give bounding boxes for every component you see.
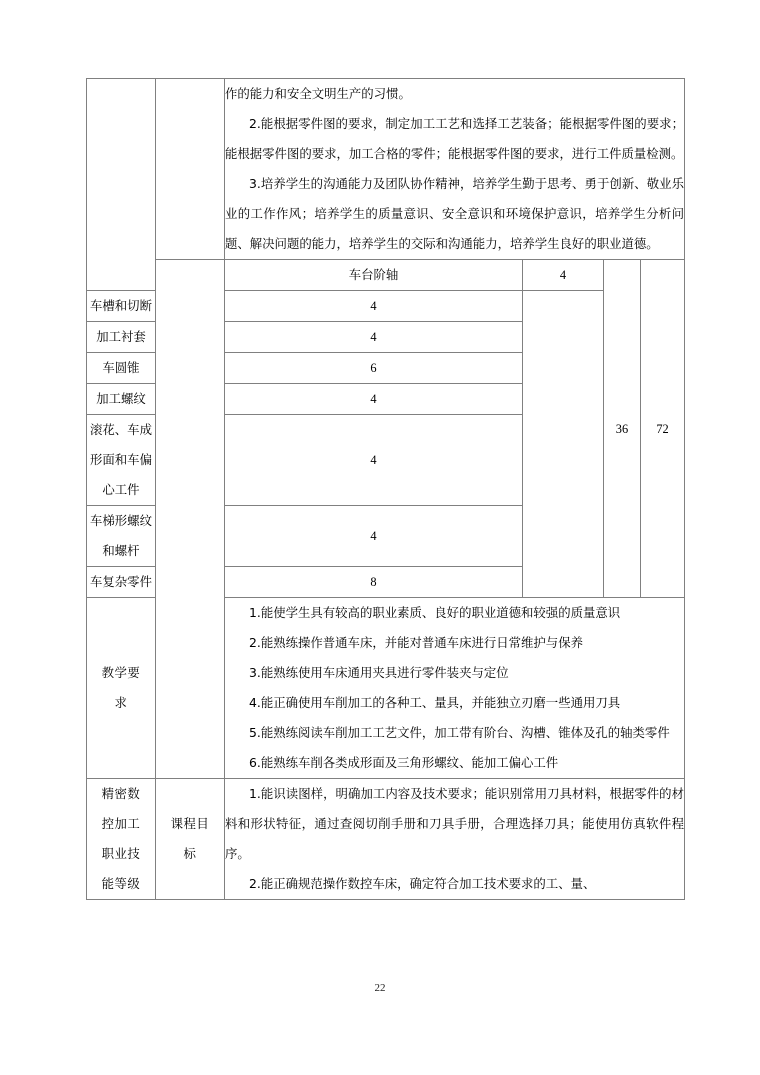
course-item-name: 加工衬套 bbox=[87, 322, 156, 353]
course-outline-table bbox=[86, 78, 685, 900]
objectives-line-1: 作的能力和安全文明生产的习惯。 bbox=[225, 86, 411, 101]
course-item-name: 车槽和切断 bbox=[87, 291, 156, 322]
requirement-item: 1.能使学生具有较高的职业素质、良好的职业道德和较强的质量意识 bbox=[249, 605, 621, 620]
requirement-item: 5.能熟练阅读车削加工工艺文件，加工带有阶台、沟槽、锥体及孔的轴类零件 bbox=[249, 725, 670, 740]
table-row-course-item bbox=[87, 260, 685, 291]
course-item-hours: 8 bbox=[225, 567, 523, 598]
course-item-hours: 4 bbox=[225, 384, 523, 415]
requirement-item: 6.能熟练车削各类成形面及三角形螺纹、能加工偏心工件 bbox=[249, 755, 559, 770]
subcategory-line-1: 课程目 bbox=[170, 816, 210, 831]
course-item-hours: 4 bbox=[225, 322, 523, 353]
table-row-objectives bbox=[87, 79, 685, 260]
cell-teaching-requirements-text bbox=[225, 598, 685, 779]
course-item-name: 滚花、车成形面和车偏心工件 bbox=[87, 415, 156, 506]
cnc-objective-item: 1.能识读图样，明确加工内容及技术要求；能识别常用刀具材料，根据零件的材料和形状特征，通过查阅切削手册和刀具手册，合理选择刀具；能使用仿真软件程序。 bbox=[225, 786, 685, 861]
course-item-hours: 4 bbox=[225, 291, 523, 322]
cell-cnc-objectives-text bbox=[225, 779, 685, 900]
course-item-name: 车梯形螺纹和螺杆 bbox=[87, 506, 156, 567]
cell-category-empty-top bbox=[87, 79, 156, 291]
cell-subcategory-empty-top bbox=[156, 79, 225, 260]
objectives-line-3: 3.培养学生的沟通能力及团队协作精神，培养学生勤于思考、勇于创新、敬业乐业的工作作风；培养学生的质量意识、安全意识和环境保护意识，培养学生分析问题、解决问题的能力，培养学生的交际和沟通能力，培养学生良好的职业道德。 bbox=[225, 176, 685, 251]
objectives-line-2: 2.能根据零件图的要求，制定加工工艺和选择工艺装备；能根据零件图的要求；能根据零件图的要求，加工合格的零件；能根据零件图的要求，进行工件质量检测。 bbox=[225, 116, 685, 161]
requirement-item: 4.能正确使用车削加工的各种工、量具，并能独立刃磨一些通用刀具 bbox=[249, 695, 621, 710]
course-item-name: 车台阶轴 bbox=[225, 260, 523, 291]
cell-category-cnc bbox=[87, 779, 156, 900]
course-item-hours: 4 bbox=[225, 506, 523, 567]
category-line-1: 精密数 bbox=[101, 786, 141, 801]
course-item-name: 加工螺纹 bbox=[87, 384, 156, 415]
course-item-name: 车复杂零件 bbox=[87, 567, 156, 598]
page-number: 22 bbox=[374, 982, 386, 994]
cell-subtotal: 36 bbox=[604, 260, 641, 598]
requirement-item: 2.能熟练操作普通车床，并能对普通车床进行日常维护与保养 bbox=[249, 635, 583, 650]
category-line-3: 职业技 bbox=[101, 846, 141, 861]
category-line-2: 控加工 bbox=[101, 816, 141, 831]
cell-total: 72 bbox=[641, 260, 685, 598]
table-row-cnc-objectives bbox=[87, 779, 685, 900]
teaching-requirements-label-line-1: 教学要 bbox=[101, 665, 141, 680]
cell-teaching-requirements-label bbox=[87, 598, 156, 779]
teaching-requirements-label-line-2: 求 bbox=[114, 695, 128, 710]
course-item-hours: 4 bbox=[225, 415, 523, 506]
course-item-hours: 4 bbox=[523, 260, 604, 291]
cell-subcategory-items bbox=[156, 260, 225, 779]
course-item-name: 车圆锥 bbox=[87, 353, 156, 384]
cell-subcategory-course-objective bbox=[156, 779, 225, 900]
category-line-4: 能等级 bbox=[101, 876, 141, 891]
cnc-objective-item: 2.能正确规范操作数控车床，确定符合加工技术要求的工、量、 bbox=[249, 876, 596, 891]
requirement-item: 3.能熟练使用车床通用夹具进行零件装夹与定位 bbox=[249, 665, 509, 680]
cell-objectives-text bbox=[225, 79, 685, 260]
subcategory-line-2: 标 bbox=[183, 846, 197, 861]
course-item-hours: 6 bbox=[225, 353, 523, 384]
